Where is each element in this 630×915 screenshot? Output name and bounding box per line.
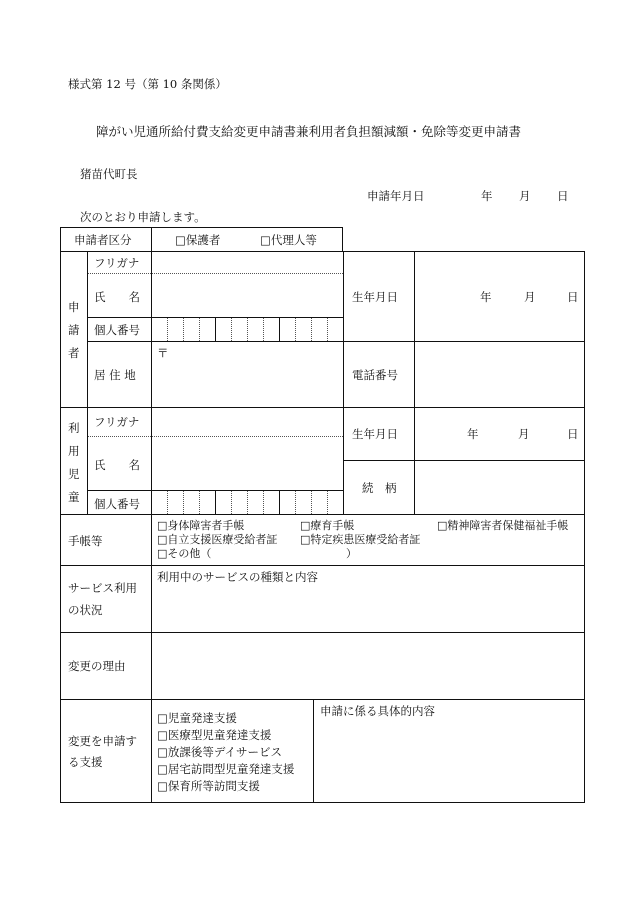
other-close-paren: ） [346,547,357,560]
applicant-type-label: 申請者区分 [74,233,132,247]
support-option-2[interactable]: □医療型児童発達支援 [157,728,272,742]
applicant-birth-month: 月 [524,290,536,304]
support-option-3[interactable]: □放課後等デイサービス [157,745,283,759]
child-birth-year: 年 [467,427,479,441]
change-support-detail-label: 申請に係る具体的内容 [320,704,435,718]
child-relation-label: 続 柄 [362,481,397,495]
applicant-section-char-1: 申 [68,300,80,314]
change-reason-label: 変更の理由 [68,659,126,673]
service-status-label-2: の状況 [68,603,103,617]
applicant-birth-day: 日 [567,290,579,304]
agent-checkbox[interactable]: □代理人等 [260,233,317,247]
application-date-label: 申請年月日 [367,189,425,203]
child-section-char-2: 用 [68,444,80,458]
guardian-checkbox[interactable]: □保護者 [175,233,221,247]
child-section-char-1: 利 [68,421,80,435]
application-day: 日 [557,189,569,203]
applicant-name-label: 氏 名 [94,290,140,304]
child-furigana-label: フリガナ [94,415,140,429]
rehabilitation-checkbox[interactable]: □療育手帳 [300,519,355,532]
applicant-phone-label: 電話番号 [352,368,398,382]
applicant-section-char-3: 者 [68,346,80,360]
independence-support-checkbox[interactable]: □自立支援医療受給者証 [157,533,278,546]
child-birth-day: 日 [567,427,579,441]
postal-mark: 〒 [157,346,169,360]
child-id-label: 個人番号 [94,497,140,511]
support-option-1[interactable]: □児童発達支援 [157,711,237,725]
handbook-label: 手帳等 [68,534,103,548]
intro-text: 次のとおり申請します。 [80,210,206,224]
change-support-label-1: 変更を申請す [68,734,137,748]
application-year: 年 [481,189,493,203]
child-section-char-4: 童 [68,490,80,504]
specified-disease-checkbox[interactable]: □特定疾患医療受給者証 [300,533,421,546]
support-option-5[interactable]: □保育所等訪問支援 [157,779,260,793]
form-number: 様式第 12 号（第 10 条関係） [68,77,227,91]
applicant-birth-year: 年 [480,290,492,304]
physical-disability-checkbox[interactable]: □身体障害者手帳 [157,519,245,532]
addressee: 猪苗代町長 [80,167,138,181]
service-status-label-1: サービス利用 [68,581,137,595]
child-name-label: 氏 名 [94,458,140,472]
support-option-4[interactable]: □居宅訪問型児童発達支援 [157,762,295,776]
applicant-furigana-label: フリガナ [94,256,140,270]
child-birthdate-label: 生年月日 [352,427,398,441]
application-month: 月 [519,189,531,203]
other-checkbox[interactable]: □その他（ [157,547,212,560]
page-title: 障がい児通所給付費支給変更申請書兼利用者負担額減額・免除等変更申請書 [96,124,522,139]
change-support-label-2: る支援 [68,755,103,769]
child-birth-month: 月 [518,427,530,441]
mental-health-checkbox[interactable]: □精神障害者保健福祉手帳 [437,519,569,532]
applicant-id-label: 個人番号 [94,323,140,337]
service-status-content: 利用中のサービスの種類と内容 [157,570,318,584]
applicant-section-char-2: 請 [68,323,80,337]
applicant-birthdate-label: 生年月日 [352,290,398,304]
applicant-address-label: 居 住 地 [94,368,136,382]
child-section-char-3: 児 [68,467,80,481]
